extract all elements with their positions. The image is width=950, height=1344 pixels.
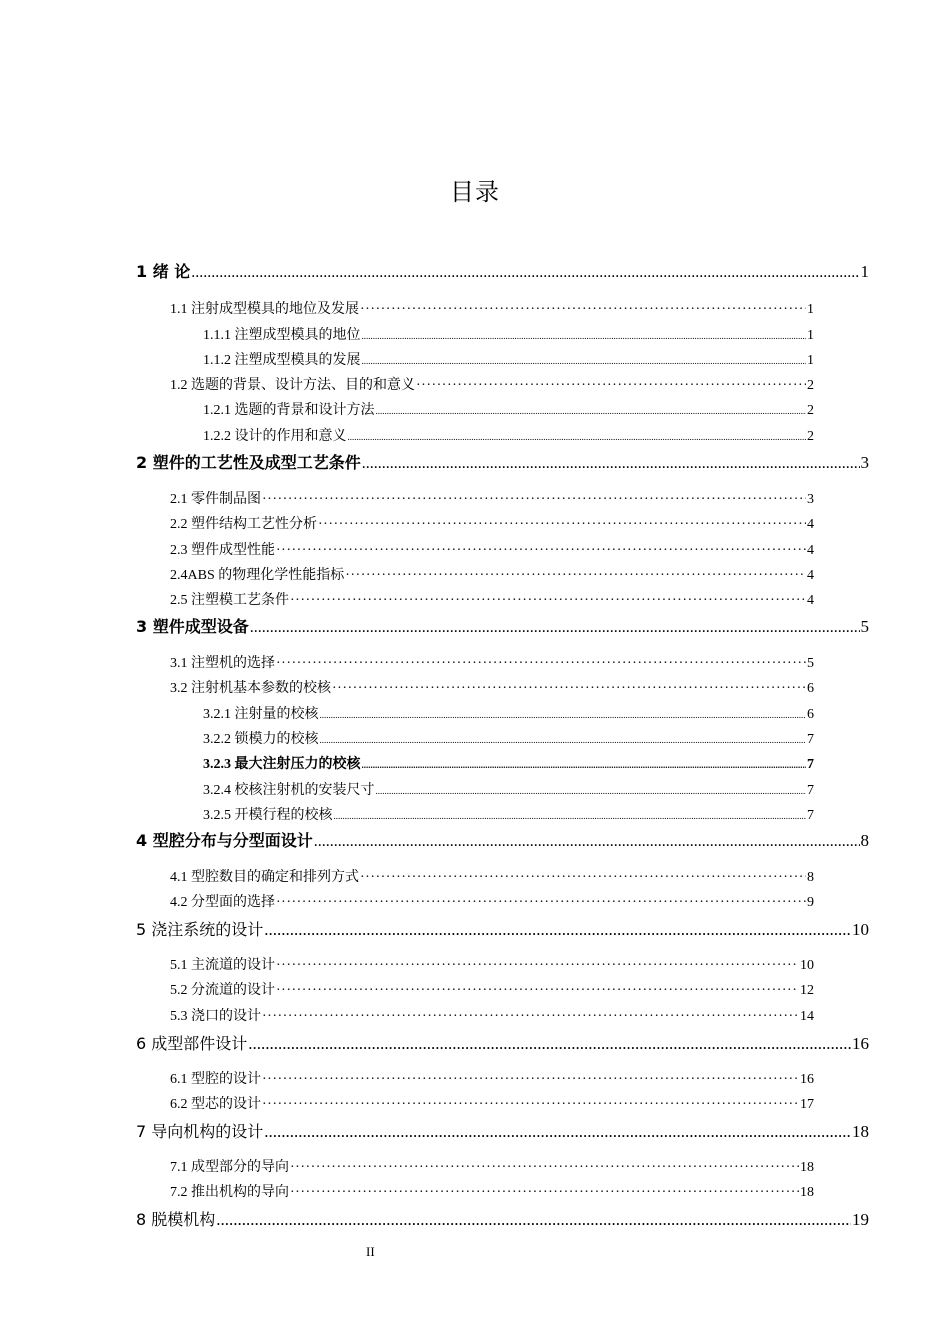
toc-entry-page: 18 [800, 1185, 814, 1200]
toc-entry-page: 16 [852, 1034, 869, 1053]
toc-entry-title: 3.2.3 最大注射压力的校核 [203, 757, 361, 772]
toc-leader-dots [264, 1122, 851, 1142]
toc-leader-dots [276, 983, 799, 999]
toc-leader-dots [360, 870, 806, 886]
toc-leader-dots [320, 707, 807, 723]
toc-entry[interactable] [170, 1068, 814, 1088]
toc-entry[interactable] [203, 753, 814, 773]
toc-leader-dots [416, 378, 806, 394]
toc-entry-title: 2.4ABS 的物理化学性能指标 [170, 568, 345, 583]
toc-entry-title: 2.2 塑件结构工艺性分析 [170, 517, 317, 532]
toc-leader-dots [290, 1160, 799, 1176]
toc-entry[interactable] [203, 425, 814, 445]
toc-entry-page: 7 [807, 757, 814, 772]
toc-entry[interactable] [170, 589, 814, 609]
toc-entry[interactable] [203, 728, 814, 748]
toc-leader-dots [362, 353, 807, 369]
toc-entry-page: 2 [807, 403, 814, 418]
toc-entry[interactable] [203, 399, 814, 419]
toc-leader-dots [262, 1072, 799, 1088]
toc-entry-page: 7 [807, 808, 814, 823]
toc-entry-title: 3.2.1 注射量的校核 [203, 707, 319, 722]
toc-entry-page: 8 [860, 831, 869, 850]
toc-entry-title: 1.2.1 选题的背景和设计方法 [203, 403, 375, 418]
toc-entry[interactable] [170, 298, 814, 318]
toc-entry[interactable] [170, 891, 814, 911]
toc-entry-title: 1.2.2 设计的作用和意义 [203, 429, 347, 444]
toc-entry-page: 2 [807, 378, 814, 393]
toc-entry[interactable] [170, 564, 814, 584]
toc-leader-dots [345, 568, 806, 584]
toc-entry-title: 5 浇注系统的设计 [136, 920, 264, 939]
toc-entry-page: 6 [807, 681, 814, 696]
toc-entry[interactable] [170, 1093, 814, 1113]
toc-entry[interactable] [203, 324, 814, 344]
toc-leader-dots [276, 958, 799, 974]
toc-entry-title: 7.2 推出机构的导向 [170, 1185, 289, 1200]
toc-entry-page: 7 [807, 732, 814, 747]
toc-entry-title: 5.3 浇口的设计 [170, 1009, 261, 1024]
toc-entry-page: 19 [852, 1210, 869, 1229]
toc-entry[interactable] [170, 513, 814, 533]
toc-leader-dots [250, 619, 860, 637]
toc-entry[interactable] [203, 779, 814, 799]
toc-leader-dots [191, 264, 859, 282]
toc-entry-title: 5.1 主流道的设计 [170, 958, 275, 973]
toc-entry-page: 6 [807, 707, 814, 722]
toc-entry-page: 4 [807, 543, 814, 558]
toc-entry[interactable] [170, 1156, 814, 1176]
toc-entry[interactable] [203, 349, 814, 369]
page-number: II [366, 1244, 375, 1259]
toc-entry-page: 4 [807, 568, 814, 583]
toc-leader-dots [276, 543, 806, 559]
toc-leader-dots [362, 455, 860, 473]
toc-entry-page: 14 [800, 1009, 814, 1024]
toc-leader-dots [290, 593, 806, 609]
toc-entry-title: 8 脱模机构 [136, 1210, 216, 1229]
toc-entry[interactable] [136, 614, 869, 637]
toc-entry[interactable] [136, 828, 869, 851]
toc-leader-dots [262, 492, 806, 508]
toc-entry-title: 2 塑件的工艺性及成型工艺条件 [136, 453, 361, 472]
toc-entry-page: 4 [807, 517, 814, 532]
toc-leader-dots [262, 1097, 799, 1113]
toc-entry-page: 1 [807, 302, 814, 317]
toc-entry-title: 3.2.2 锁模力的校核 [203, 732, 319, 747]
toc-entry[interactable] [136, 917, 869, 940]
toc-entry-title: 6.2 型芯的设计 [170, 1097, 261, 1112]
toc-entry-page: 1 [860, 262, 869, 281]
toc-leader-dots [248, 1034, 851, 1054]
toc-leader-dots [332, 681, 806, 697]
toc-entry-page: 18 [800, 1160, 814, 1175]
toc-entry-title: 1.1.1 注塑成型模具的地位 [203, 328, 361, 343]
toc-entry-page: 1 [807, 328, 814, 343]
toc-entry-title: 1.1 注射成型模具的地位及发展 [170, 302, 359, 317]
toc-entry-page: 5 [860, 617, 869, 636]
toc-entry-page: 16 [800, 1072, 814, 1087]
toc-leader-dots [276, 656, 806, 672]
toc-entry-title: 4.2 分型面的选择 [170, 895, 275, 910]
toc-entry-page: 9 [807, 895, 814, 910]
toc-entry[interactable] [203, 804, 814, 824]
toc-entry-title: 3 塑件成型设备 [136, 617, 249, 636]
toc-leader-dots [362, 757, 807, 773]
toc-leader-dots [318, 517, 806, 533]
toc-entry[interactable] [170, 954, 814, 974]
toc-leader-dots [290, 1185, 799, 1201]
toc-entry[interactable] [170, 677, 814, 697]
toc-entry-title: 3.2 注射机基本参数的校核 [170, 681, 331, 696]
toc-leader-dots [362, 328, 807, 344]
toc-entry-page: 5 [807, 656, 814, 671]
toc-leader-dots [264, 920, 851, 940]
toc-entry[interactable] [170, 866, 814, 886]
toc-entry-title: 2.5 注塑模工艺条件 [170, 593, 289, 608]
toc-entry[interactable] [170, 488, 814, 508]
toc-leader-dots [262, 1009, 799, 1025]
toc-entry-title: 3.2.5 开模行程的校核 [203, 808, 333, 823]
toc-entry-title: 6.1 型腔的设计 [170, 1072, 261, 1087]
toc-entry-page: 7 [807, 783, 814, 798]
toc-entry[interactable] [170, 979, 814, 999]
toc-entry-page: 18 [852, 1122, 869, 1141]
toc-entry-title: 7.1 成型部分的导向 [170, 1160, 289, 1175]
toc-entry-title: 5.2 分流道的设计 [170, 983, 275, 998]
toc-entry-title: 4 型腔分布与分型面设计 [136, 831, 313, 850]
toc-entry-page: 17 [800, 1097, 814, 1112]
toc-leader-dots [276, 895, 806, 911]
toc-entry-title: 1.2 选题的背景、设计方法、目的和意义 [170, 378, 415, 393]
toc-entry-title: 6 成型部件设计 [136, 1034, 248, 1053]
toc-entry-page: 1 [807, 353, 814, 368]
toc-entry[interactable] [170, 374, 814, 394]
toc-leader-dots [376, 783, 807, 799]
toc-entry[interactable] [170, 652, 814, 672]
toc-leader-dots [360, 302, 806, 318]
toc-entry-page: 3 [860, 453, 869, 472]
toc-leader-dots [348, 429, 807, 445]
toc-entry-page: 2 [807, 429, 814, 444]
toc-entry-title: 3.2.4 校核注射机的安装尺寸 [203, 783, 375, 798]
toc-entry-page: 10 [852, 920, 869, 939]
toc-entry[interactable] [136, 1207, 869, 1230]
toc-entry-title: 1.1.2 注塑成型模具的发展 [203, 353, 361, 368]
toc-title: 目录 [450, 178, 500, 206]
toc-leader-dots [314, 833, 860, 851]
toc-entry[interactable] [136, 1119, 869, 1142]
toc-entry[interactable] [170, 1005, 814, 1025]
toc-entry-page: 8 [807, 870, 814, 885]
toc-entry-page: 4 [807, 593, 814, 608]
toc-entry-page: 3 [807, 492, 814, 507]
toc-entry-title: 2.3 塑件成型性能 [170, 543, 275, 558]
toc-entry[interactable] [136, 259, 869, 282]
toc-entry[interactable] [136, 450, 869, 473]
toc-entry-page: 10 [800, 958, 814, 973]
toc-entry[interactable] [203, 703, 814, 723]
toc-leader-dots [320, 732, 807, 748]
toc-entry[interactable] [136, 1031, 869, 1054]
toc-entry-page: 12 [800, 983, 814, 998]
toc-entry-title: 3.1 注塑机的选择 [170, 656, 275, 671]
toc-leader-dots [216, 1210, 851, 1230]
toc-entry-title: 4.1 型腔数目的确定和排列方式 [170, 870, 359, 885]
toc-entry-title: 1 绪 论 [136, 262, 191, 281]
toc-entry[interactable] [170, 539, 814, 559]
toc-leader-dots [376, 403, 807, 419]
toc-entry-title: 7 导向机构的设计 [136, 1122, 264, 1141]
toc-entry[interactable] [170, 1181, 814, 1201]
toc-leader-dots [334, 808, 807, 824]
toc-entry-title: 2.1 零件制品图 [170, 492, 261, 507]
